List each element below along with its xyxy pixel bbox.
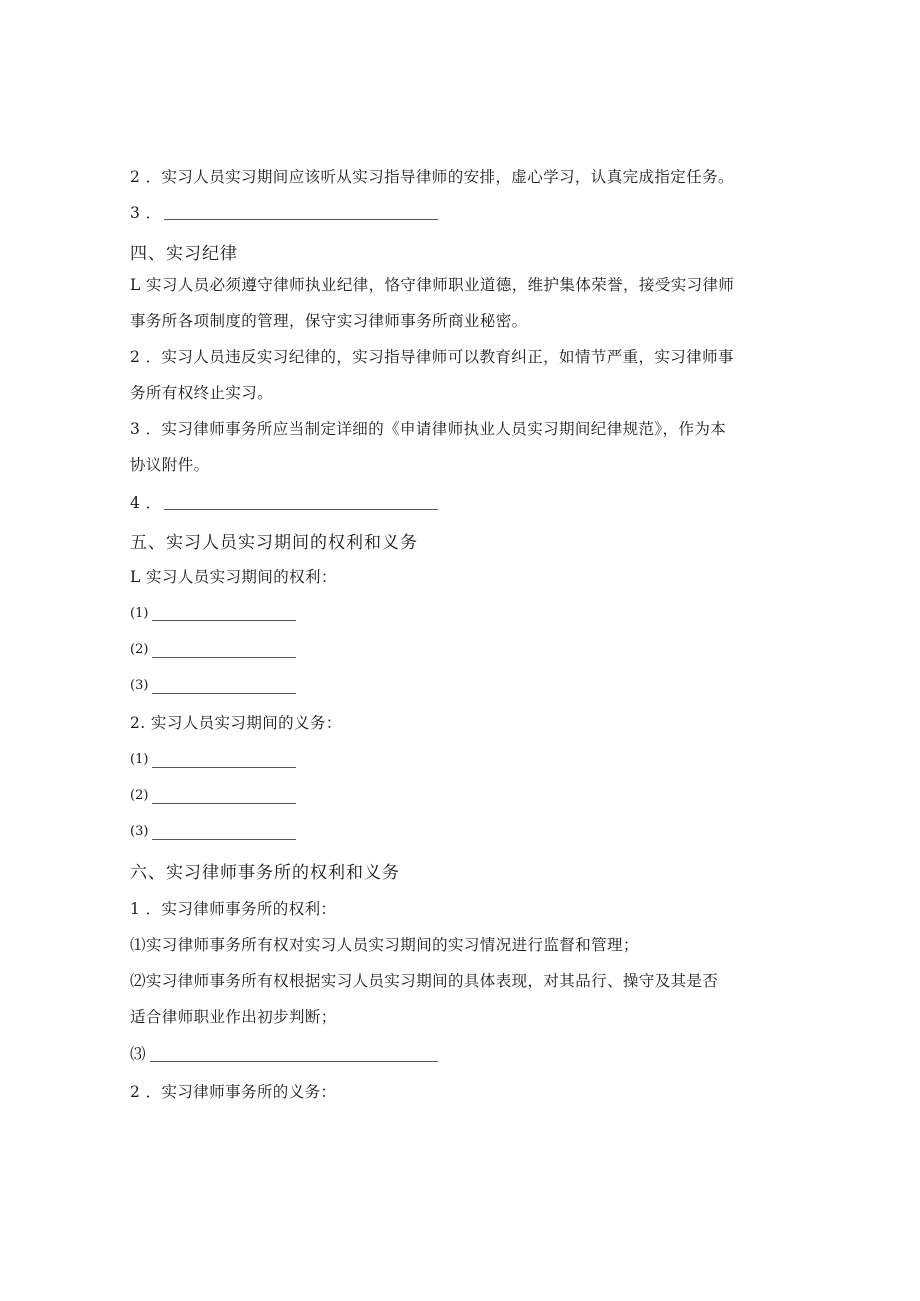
intern-obligations-heading: 2. 实习人员实习期间的义务： xyxy=(130,714,342,732)
section-4-title: 四、实习纪律 xyxy=(130,244,238,264)
fill-blank-line[interactable] xyxy=(152,839,296,840)
discipline-clause-2-line1: 2 ．实习人员违反实习纪律的，实习指导律师可以教育纠正，如情节严重，实习律师事 xyxy=(130,348,734,366)
rights-item-3-label: (3) xyxy=(130,678,149,693)
discipline-clause-1-line2: 事务所各项制度的管理，保守实习律师事务所商业秘密。 xyxy=(130,312,528,330)
clause-3-label: 3 ． xyxy=(130,204,162,222)
section-6-title: 六、实习律师事务所的权利和义务 xyxy=(130,863,400,883)
obligations-item-1-label: (1) xyxy=(130,752,149,767)
fill-blank-line[interactable] xyxy=(152,620,296,621)
discipline-clause-4-label: 4 ． xyxy=(130,494,162,512)
rights-item-1-label: (1) xyxy=(130,606,149,621)
intern-rights-heading: L 实习人员实习期间的权利： xyxy=(130,568,337,586)
firm-rights-item-2-line2: 适合律师职业作出初步判断； xyxy=(130,1008,337,1026)
fill-blank-line[interactable] xyxy=(152,767,296,768)
discipline-clause-3-line1: 3 ．实习律师事务所应当制定详细的《申请律师执业人员实习期间纪律规范》，作为本 xyxy=(130,420,727,438)
firm-rights-item-3-label: ⑶ xyxy=(130,1045,146,1063)
obligations-item-2-label: (2) xyxy=(130,788,149,803)
section-5-title: 五、实习人员实习期间的权利和义务 xyxy=(130,533,418,553)
fill-blank-line[interactable] xyxy=(152,657,296,658)
discipline-clause-2-line2: 务所有权终止实习。 xyxy=(130,384,274,402)
firm-rights-item-2-line1: ⑵实习律师事务所有权根据实习人员实习期间的具体表现，对其品行、操守及其是否 xyxy=(130,972,719,990)
fill-blank-line[interactable] xyxy=(164,509,438,510)
fill-blank-line[interactable] xyxy=(150,1061,438,1062)
discipline-clause-1-line1: L 实习人员必须遵守律师执业纪律，恪守律师职业道德，维护集体荣誉，接受实习律师 xyxy=(130,276,735,294)
clause-2-follow-instructions: 2 ．实习人员实习期间应该听从实习指导律师的安排，虚心学习，认真完成指定任务。 xyxy=(130,168,734,186)
rights-item-2-label: (2) xyxy=(130,642,149,657)
fill-blank-line[interactable] xyxy=(152,803,296,804)
firm-obligations-heading: 2 ．实习律师事务所的义务： xyxy=(130,1083,337,1101)
obligations-item-3-label: (3) xyxy=(130,824,149,839)
fill-blank-line[interactable] xyxy=(152,693,296,694)
firm-rights-heading: 1 ．实习律师事务所的权利： xyxy=(130,900,337,918)
discipline-clause-3-line2: 协议附件。 xyxy=(130,456,210,474)
fill-blank-line[interactable] xyxy=(164,219,438,220)
firm-rights-item-1: ⑴实习律师事务所有权对实习人员实习期间的实习情况进行监督和管理； xyxy=(130,936,639,954)
